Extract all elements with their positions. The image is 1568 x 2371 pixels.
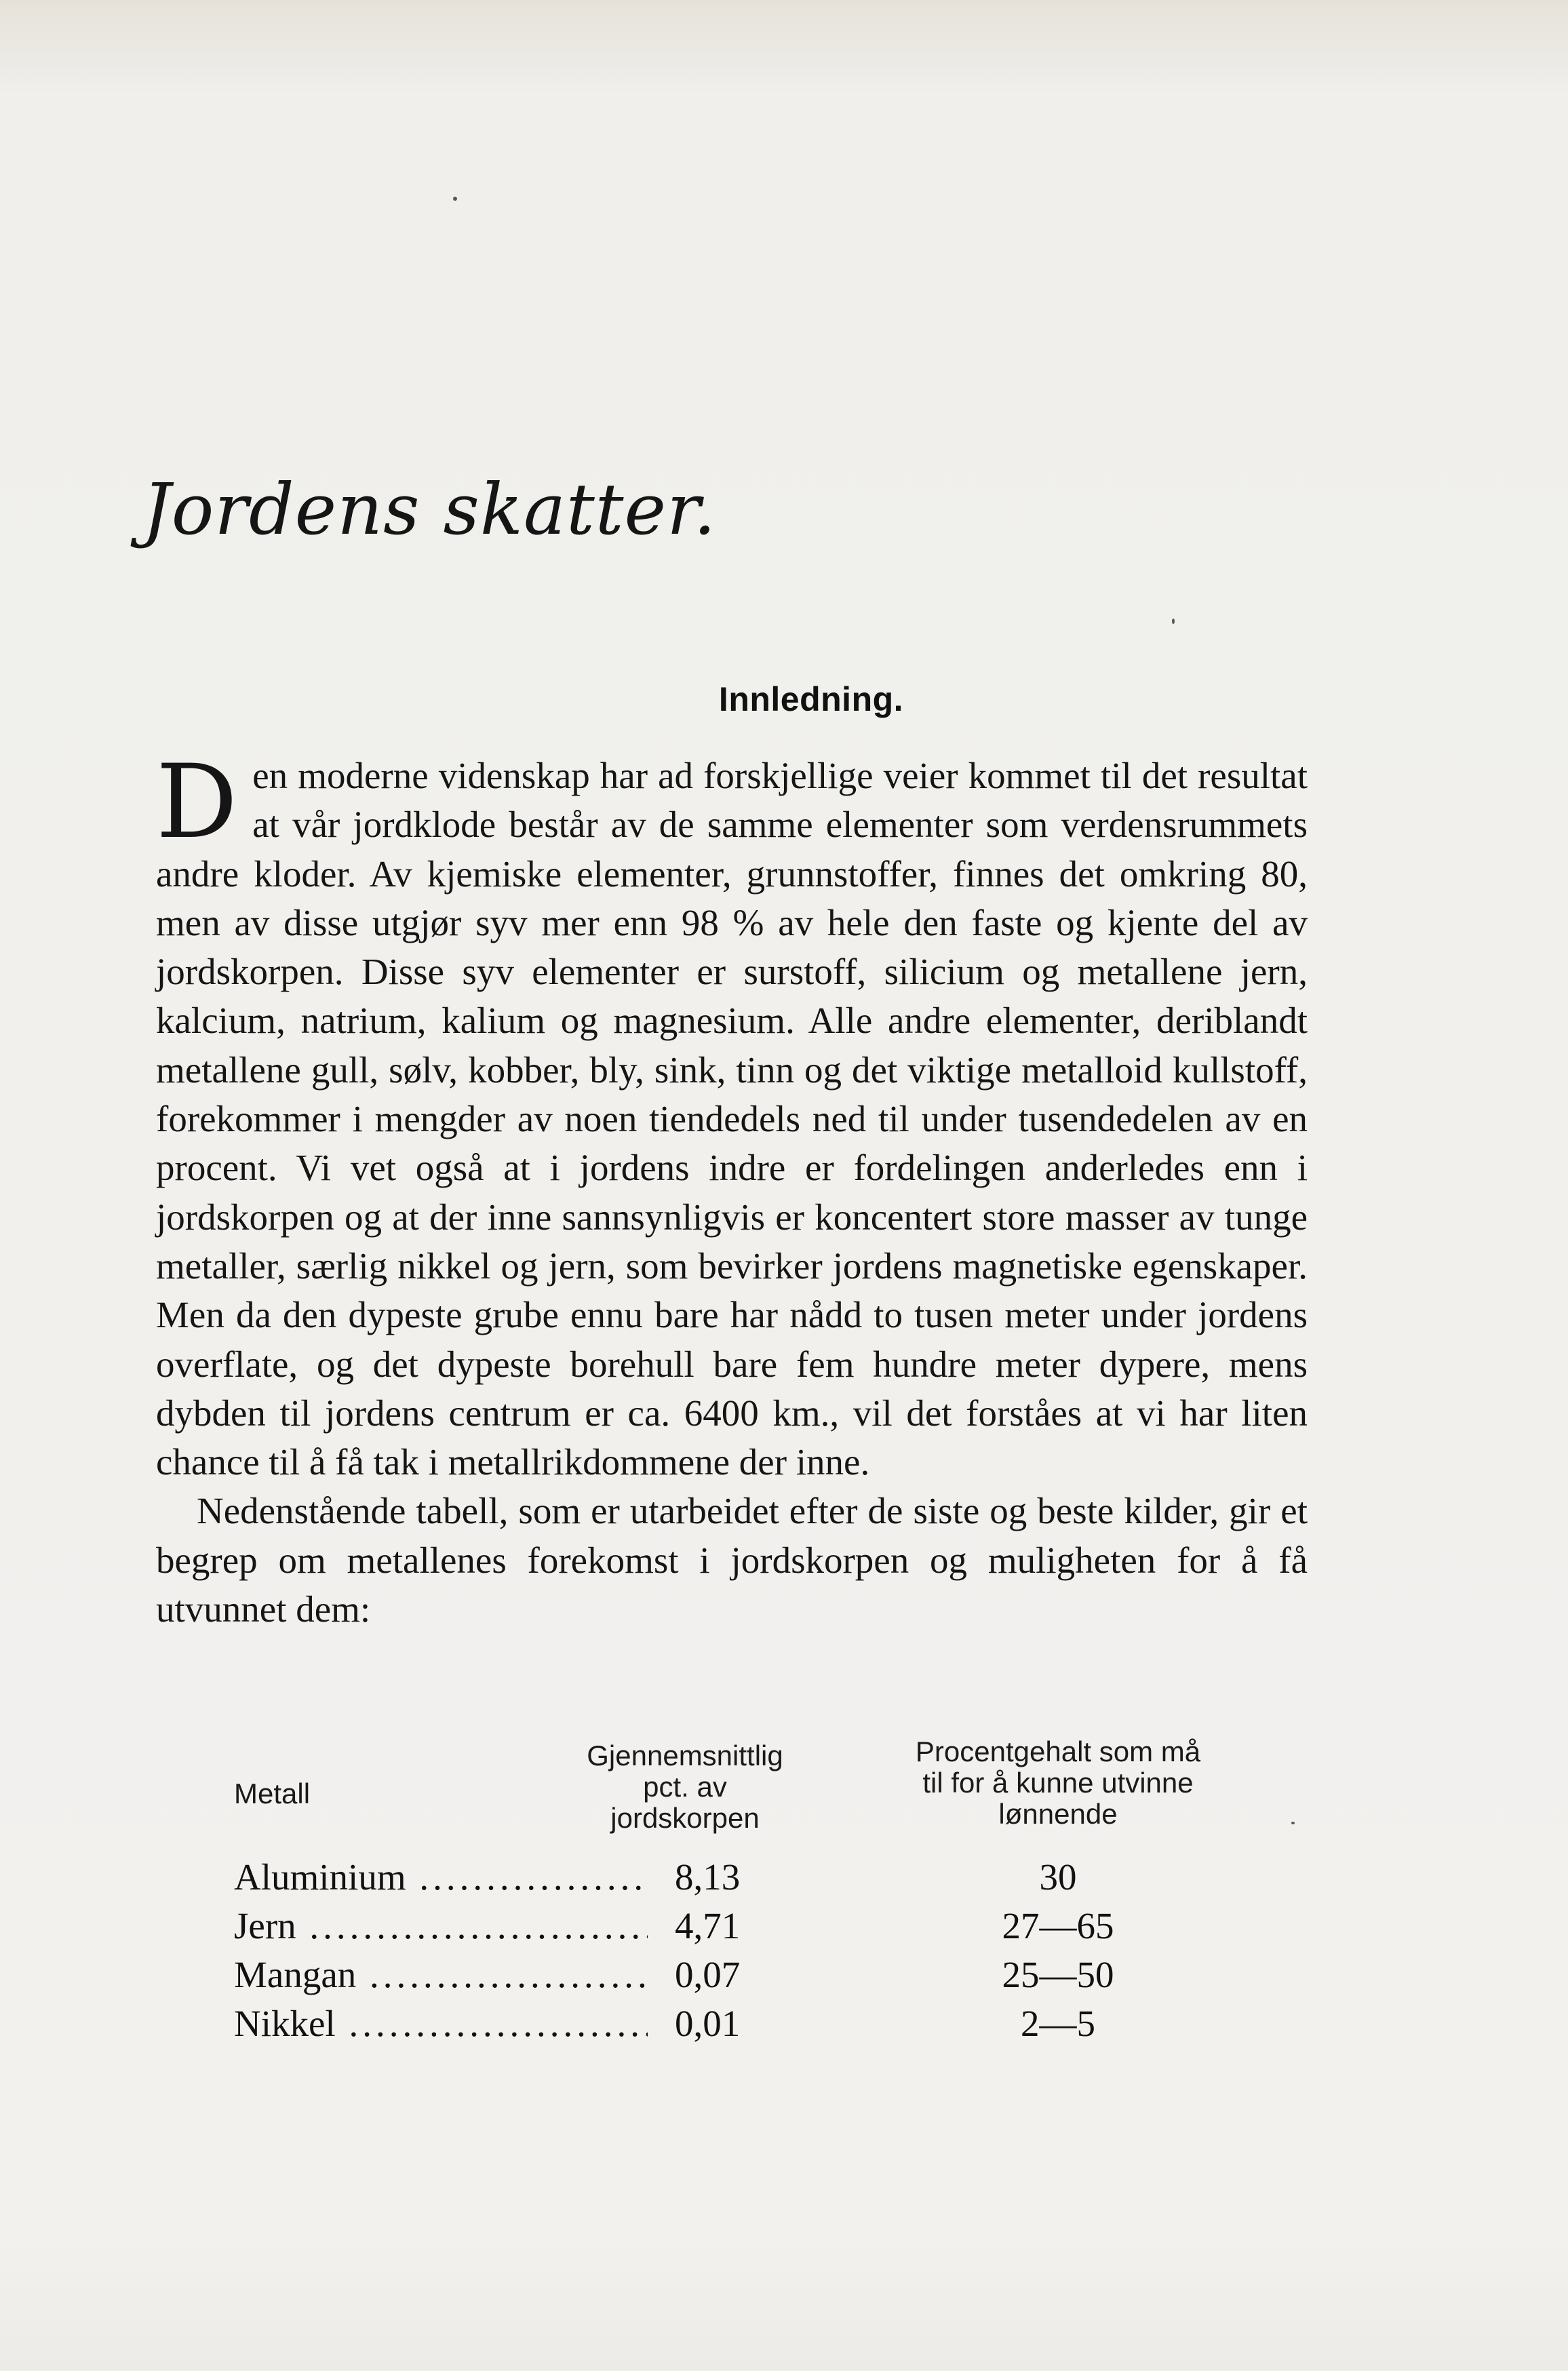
- drop-cap: D: [156, 743, 238, 861]
- cell-average: 0,01: [675, 2003, 741, 2044]
- cell-average: 4,71: [675, 1905, 741, 1946]
- cell-metal: Mangan .....: [234, 1951, 648, 1999]
- cell-metal: Nikkel .....: [234, 1999, 648, 2048]
- cell-metal: Aluminium .....: [234, 1853, 648, 1902]
- cell-percent: 30: [1039, 1856, 1077, 1898]
- cell-average: 8,13: [675, 1856, 741, 1898]
- paper-speck: [453, 197, 457, 201]
- cell-percent: 27—65: [1002, 1905, 1114, 1946]
- paper-speck: [1172, 619, 1175, 624]
- cell-metal: Jern .....: [234, 1902, 648, 1951]
- column-header-metal: Metall: [234, 1778, 311, 1809]
- table-row: [234, 1951, 1224, 1999]
- body-text: [156, 743, 1308, 1634]
- table-row: [234, 1853, 1224, 1902]
- paragraph-intro: [156, 743, 1308, 1487]
- column-header-percent: Procentgehalt som må til for å kunne utvinne lønnende: [915, 1736, 1201, 1830]
- table-row: [234, 1999, 1224, 2048]
- paper-speck: [1291, 1822, 1295, 1824]
- paragraph-intro-text: en moderne videnskap har ad forskjellige veier kommet til det resultat at vår jordklode består av de samme elementer som verdensrummets andre kloder. Av kjemiske elementer, grunnstoffer, finnes det omkring 80, men av disse utgjør syv mer enn 98 % av hele den faste og kjente del av jordskorpen. Disse syv elementer er surstoff, silicium og metallene jern, kalcium, natrium, kalium og magnesium. Alle andre elementer, deriblandt metallene gull, sølv, kobber, bly, sink, tinn og det viktige metalloid kullstoff, forekommer i mengder av noen tiendedels ned til under tusendedelen av en procent. Vi vet også at i jordens indre er fordelingen anderledes enn i jordskorpen og at der inne sannsynligvis er koncentert store masser av tunge metaller, særlig nikkel og jern, som bevirker jordens magnetiske egenskaper. Men da den dypeste grube ennu bare har nådd to tusen meter under jordens overflate, og det dypeste borehull bare fem hundre meter dypere, mens dybden til jordens centrum er ca. 6400 km., vil det forståes at vi har liten chance til å få tak i metallrikdommene der inne.: [156, 755, 1308, 1483]
- page-title: Jordens skatter.: [142, 468, 717, 551]
- cell-average: 0,07: [675, 1954, 741, 1995]
- cell-percent: 25—50: [1002, 1954, 1114, 1995]
- cell-percent: 2—5: [1021, 2003, 1095, 2044]
- paragraph-table-intro: Nedenstående tabell, som er utarbeidet efter de siste og beste kilder, gir et begrep om metallenes forekomst i jordskorpen og muligheten for å få utvunnet dem:: [156, 1490, 1308, 1630]
- column-header-average: Gjennemsnittlig pct. av jordskorpen: [587, 1740, 783, 1834]
- section-heading: Innledning.: [718, 680, 904, 718]
- metal-table: [234, 1736, 1319, 2048]
- table-row: [234, 1902, 1224, 1951]
